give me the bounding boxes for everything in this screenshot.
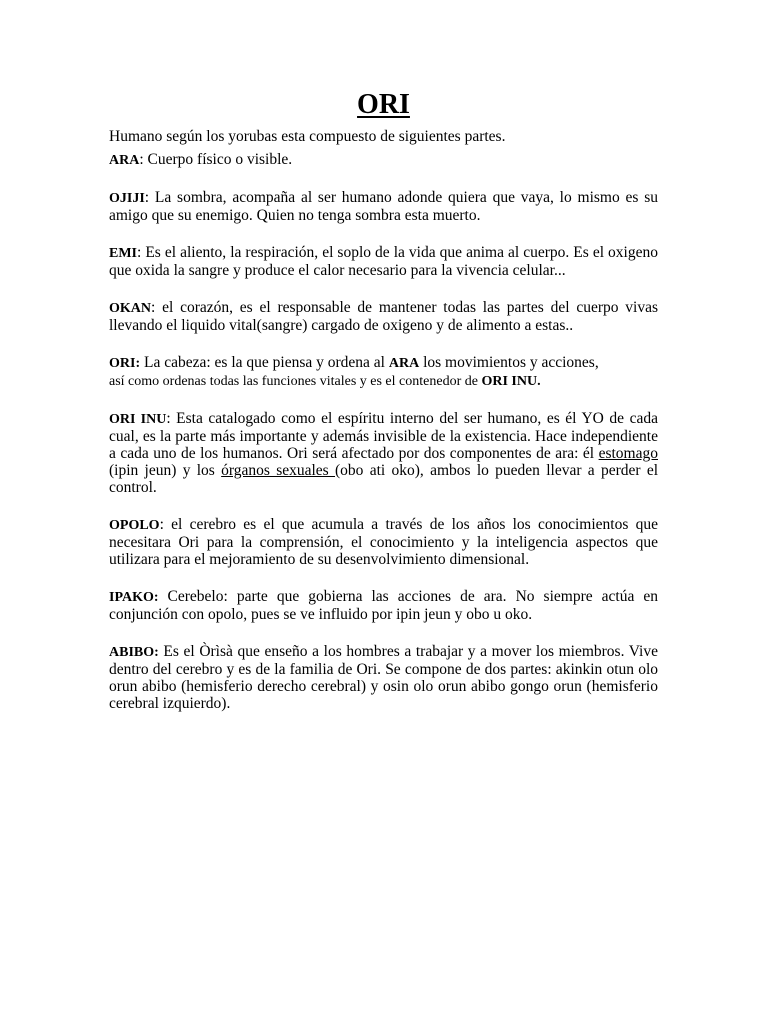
entry-ipako [109,588,658,623]
ara-text: : Cuerpo físico o visible. [139,151,293,168]
document-page [109,88,658,712]
intro-paragraph: Humano según los yorubas esta compuesto de siguientes partes. [109,128,506,145]
entry-ara [109,151,658,169]
term-ori-inu-inline: ORI INU. [481,374,541,389]
ori-text-2: los movimientos y acciones, [419,354,599,371]
entry-abibo [109,643,658,712]
ojiji-text: : La sombra, acompaña al ser humano adonde quiera que vaya, lo mismo es su amigo que su enemigo. Quien no tenga sombra esta muerto. [109,189,658,224]
term-ara-inline: ARA [388,356,420,371]
entry-emi [109,244,658,279]
estomago-link[interactable]: estomago [598,445,658,462]
term-ara: ARA [109,153,140,168]
ori-inu-text-3: (obo ati oko), ambos lo pueden llevar a perder el control. [109,462,659,496]
ori-inu-text-2: (ipin jeun) y los [109,462,222,479]
entry-okan [109,299,658,334]
term-ipako: IPAKO: [109,590,159,605]
term-opolo: OPOLO [109,518,160,533]
term-abibo: ABIBO: [109,645,159,660]
entry-ojiji [109,189,658,224]
term-ori: ORI: [109,356,141,371]
term-emi: EMI [109,246,137,261]
ori-text-3: así como ordenas todas las funciones vitales y es el contenedor de [109,374,482,389]
entry-opolo [109,516,658,568]
abibo-text: Es el Òrìsà que enseño a los hombres a trabajar y a mover los miembros. Vive dentro del cerebro y es de la familia de Ori. Se compone de dos partes: akinkin otun olo orun abibo (hemisferio derecho cerebral) y osin olo orun abibo gongo orun (hemisferio cerebral izquierdo). [109,643,658,712]
page-title: ORI [357,89,410,120]
ipako-text: Cerebelo: parte que gobierna las acciones de ara. No siempre actúa en conjunción con opolo, pues se ve influido por ipin jeun y obo u oko. [109,588,658,623]
entry-ori-inu [109,410,658,496]
opolo-text: : el cerebro es el que acumula a través de los años los conocimientos que necesitara Ori para la comprensión, el conocimiento y la inteligencia aspectos que utilizara para el mejoramiento de su desenvolvimiento dimensional. [109,516,658,568]
ori-text-1: La cabeza: es la que piensa y ordena al [140,354,389,371]
entry-ori [109,354,658,390]
term-okan: OKAN [109,301,151,316]
okan-text: : el corazón, es el responsable de mantener todas las partes del cuerpo vivas llevando el liquido vital(sangre) cargado de oxigeno y de alimento a estas.. [109,299,658,334]
organos-sexuales-link[interactable]: órganos sexuales [221,462,336,479]
ori-inu-text-1: : Esta catalogado como el espíritu interno del ser humano, es él YO de cada cual, es la parte más importante y además invisible de la existencia. Hace independiente a cada uno de los humanos. Ori será afectado por dos componentes de ara: él [109,410,658,462]
term-ojiji: OJIJI [109,191,145,206]
term-ori-inu: ORI INU [109,412,167,427]
emi-text: : Es el aliento, la respiración, el soplo de la vida que anima al cuerpo. Es el oxigeno que oxida la sangre y produce el calor necesario para la vivencia celular... [109,244,658,279]
